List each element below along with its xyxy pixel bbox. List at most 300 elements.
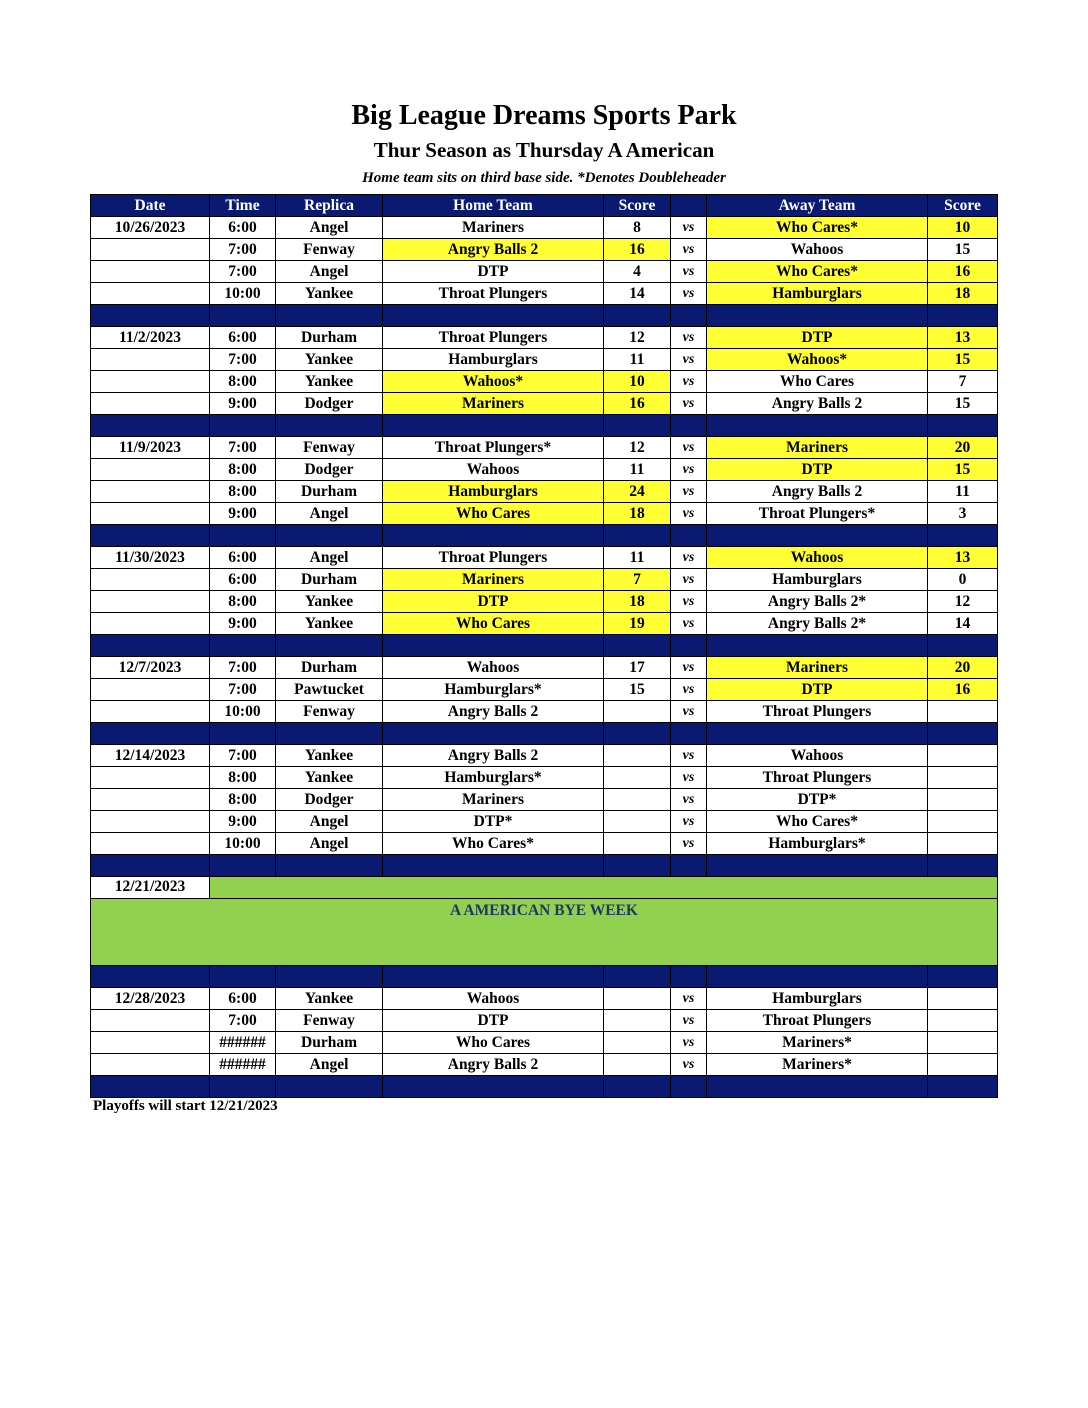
home-team-cell: Mariners	[383, 789, 604, 811]
separator-cell	[671, 305, 707, 327]
game-row	[91, 789, 998, 811]
separator-cell	[604, 855, 671, 877]
vs-cell: vs	[671, 591, 707, 613]
game-row	[91, 239, 998, 261]
date-cell-empty	[91, 679, 210, 701]
away-score-cell	[928, 988, 998, 1010]
game-row	[91, 1010, 998, 1032]
time-cell: 6:00	[210, 569, 276, 591]
replica-cell: Angel	[276, 833, 383, 855]
replica-cell: Yankee	[276, 371, 383, 393]
time-cell: 6:00	[210, 547, 276, 569]
replica-cell: Angel	[276, 1054, 383, 1076]
time-cell: 9:00	[210, 393, 276, 415]
separator-cell	[707, 723, 928, 745]
separator-cell	[671, 525, 707, 547]
separator-cell	[383, 1076, 604, 1098]
separator-cell	[604, 525, 671, 547]
replica-cell: Durham	[276, 657, 383, 679]
week-separator	[91, 305, 998, 327]
time-cell: 7:00	[210, 239, 276, 261]
vs-cell: vs	[671, 261, 707, 283]
vs-cell: vs	[671, 833, 707, 855]
date-cell-empty	[91, 569, 210, 591]
week-separator	[91, 415, 998, 437]
doubleheader-note: Home team sits on third base side. *Denotes Doubleheader	[362, 170, 726, 186]
home-score-cell: 12	[604, 437, 671, 459]
away-team-cell: Mariners*	[707, 1032, 928, 1054]
col-away-team: Away Team	[707, 195, 928, 217]
away-team-cell: Wahoos	[707, 547, 928, 569]
time-cell: ######	[210, 1054, 276, 1076]
away-team-cell: Throat Plungers	[707, 701, 928, 723]
vs-cell: vs	[671, 481, 707, 503]
replica-cell: Durham	[276, 481, 383, 503]
separator-cell	[604, 1076, 671, 1098]
time-cell: 9:00	[210, 811, 276, 833]
vs-cell: vs	[671, 811, 707, 833]
game-row	[91, 481, 998, 503]
date-cell-empty	[91, 481, 210, 503]
home-score-cell	[604, 1054, 671, 1076]
away-team-cell: Wahoos*	[707, 349, 928, 371]
away-team-cell: DTP*	[707, 789, 928, 811]
game-row	[91, 569, 998, 591]
page-title: Big League Dreams Sports Park	[351, 100, 737, 131]
home-team-cell: Wahoos	[383, 657, 604, 679]
time-cell: 7:00	[210, 261, 276, 283]
home-score-cell	[604, 811, 671, 833]
bye-week-row	[91, 877, 998, 899]
col-away-score: Score	[928, 195, 998, 217]
away-score-cell: 3	[928, 503, 998, 525]
away-team-cell: Throat Plungers	[707, 1010, 928, 1032]
schedule-body	[91, 217, 998, 1098]
home-score-cell: 7	[604, 569, 671, 591]
game-row	[91, 503, 998, 525]
playoffs-note: Playoffs will start 12/21/2023	[93, 1098, 278, 1114]
away-score-cell: 0	[928, 569, 998, 591]
date-cell: 12/28/2023	[91, 988, 210, 1010]
week-separator	[91, 1076, 998, 1098]
game-row	[91, 261, 998, 283]
home-team-cell: DTP	[383, 1010, 604, 1032]
week-separator	[91, 855, 998, 877]
separator-cell	[707, 855, 928, 877]
away-score-cell	[928, 745, 998, 767]
date-cell: 10/26/2023	[91, 217, 210, 239]
bye-week-fill	[210, 877, 998, 899]
game-row	[91, 547, 998, 569]
separator-cell	[210, 1076, 276, 1098]
home-team-cell: Who Cares*	[383, 833, 604, 855]
game-row	[91, 217, 998, 239]
schedule-table	[90, 194, 998, 1098]
game-row	[91, 591, 998, 613]
game-row	[91, 371, 998, 393]
away-score-cell	[928, 1032, 998, 1054]
col-vs	[671, 195, 707, 217]
separator-cell	[671, 635, 707, 657]
away-score-cell: 15	[928, 459, 998, 481]
replica-cell: Angel	[276, 811, 383, 833]
separator-cell	[91, 305, 210, 327]
home-score-cell: 18	[604, 503, 671, 525]
vs-cell: vs	[671, 745, 707, 767]
separator-cell	[671, 855, 707, 877]
home-team-cell: DTP*	[383, 811, 604, 833]
time-cell: 10:00	[210, 701, 276, 723]
separator-cell	[91, 1076, 210, 1098]
time-cell: 6:00	[210, 327, 276, 349]
away-team-cell: Mariners	[707, 437, 928, 459]
away-score-cell: 12	[928, 591, 998, 613]
home-team-cell: Hamburglars*	[383, 767, 604, 789]
replica-cell: Pawtucket	[276, 679, 383, 701]
col-replica: Replica	[276, 195, 383, 217]
separator-cell	[671, 1076, 707, 1098]
away-team-cell: Who Cares*	[707, 811, 928, 833]
replica-cell: Yankee	[276, 988, 383, 1010]
home-team-cell: Throat Plungers	[383, 327, 604, 349]
separator-cell	[276, 1076, 383, 1098]
home-score-cell: 11	[604, 349, 671, 371]
away-score-cell	[928, 1010, 998, 1032]
game-row	[91, 701, 998, 723]
home-team-cell: Hamburglars*	[383, 679, 604, 701]
week-separator	[91, 723, 998, 745]
vs-cell: vs	[671, 613, 707, 635]
replica-cell: Dodger	[276, 789, 383, 811]
away-team-cell: Hamburglars	[707, 569, 928, 591]
separator-cell	[210, 525, 276, 547]
replica-cell: Angel	[276, 217, 383, 239]
home-score-cell	[604, 767, 671, 789]
away-score-cell: 15	[928, 393, 998, 415]
away-team-cell: Wahoos	[707, 745, 928, 767]
time-cell: 8:00	[210, 591, 276, 613]
date-cell-empty	[91, 591, 210, 613]
time-cell: 6:00	[210, 988, 276, 1010]
vs-cell: vs	[671, 327, 707, 349]
home-team-cell: Throat Plungers	[383, 283, 604, 305]
time-cell: 6:00	[210, 217, 276, 239]
game-row	[91, 679, 998, 701]
separator-cell	[928, 723, 998, 745]
time-cell: 7:00	[210, 349, 276, 371]
separator-cell	[383, 525, 604, 547]
separator-cell	[210, 855, 276, 877]
time-cell: 7:00	[210, 745, 276, 767]
vs-cell: vs	[671, 767, 707, 789]
separator-cell	[276, 415, 383, 437]
home-score-cell: 17	[604, 657, 671, 679]
game-row	[91, 1054, 998, 1076]
time-cell: 7:00	[210, 657, 276, 679]
col-home-score: Score	[604, 195, 671, 217]
separator-cell	[928, 1076, 998, 1098]
time-cell: 7:00	[210, 437, 276, 459]
bye-week-banner-row	[91, 899, 998, 966]
game-row	[91, 459, 998, 481]
date-cell-empty	[91, 503, 210, 525]
time-cell: 8:00	[210, 459, 276, 481]
home-score-cell: 16	[604, 239, 671, 261]
time-cell: 7:00	[210, 1010, 276, 1032]
away-team-cell: Who Cares	[707, 371, 928, 393]
date-cell-empty	[91, 701, 210, 723]
date-cell-empty	[91, 349, 210, 371]
vs-cell: vs	[671, 217, 707, 239]
vs-cell: vs	[671, 459, 707, 481]
separator-cell	[91, 855, 210, 877]
date-cell-empty	[91, 261, 210, 283]
separator-cell	[707, 525, 928, 547]
separator-cell	[210, 415, 276, 437]
week-separator	[91, 525, 998, 547]
separator-cell	[383, 305, 604, 327]
replica-cell: Fenway	[276, 701, 383, 723]
away-score-cell: 20	[928, 437, 998, 459]
replica-cell: Yankee	[276, 283, 383, 305]
separator-cell	[671, 723, 707, 745]
separator-cell	[707, 415, 928, 437]
vs-cell: vs	[671, 393, 707, 415]
separator-cell	[383, 855, 604, 877]
away-score-cell	[928, 767, 998, 789]
home-team-cell: Angry Balls 2	[383, 701, 604, 723]
home-team-cell: Wahoos	[383, 988, 604, 1010]
away-score-cell	[928, 789, 998, 811]
time-cell: 10:00	[210, 283, 276, 305]
week-separator	[91, 635, 998, 657]
separator-cell	[928, 525, 998, 547]
home-team-cell: DTP	[383, 261, 604, 283]
vs-cell: vs	[671, 1054, 707, 1076]
away-score-cell: 15	[928, 239, 998, 261]
home-team-cell: DTP	[383, 591, 604, 613]
away-score-cell: 7	[928, 371, 998, 393]
home-team-cell: Throat Plungers	[383, 547, 604, 569]
away-team-cell: Mariners*	[707, 1054, 928, 1076]
separator-cell	[928, 415, 998, 437]
date-cell-empty	[91, 393, 210, 415]
vs-cell: vs	[671, 789, 707, 811]
col-date: Date	[91, 195, 210, 217]
home-score-cell: 11	[604, 459, 671, 481]
separator-cell	[383, 635, 604, 657]
away-team-cell: Angry Balls 2*	[707, 591, 928, 613]
separator-cell	[604, 966, 671, 988]
home-team-cell: Who Cares	[383, 1032, 604, 1054]
separator-cell	[91, 723, 210, 745]
away-team-cell: Mariners	[707, 657, 928, 679]
home-score-cell: 12	[604, 327, 671, 349]
home-score-cell: 16	[604, 393, 671, 415]
game-row	[91, 767, 998, 789]
vs-cell: vs	[671, 1010, 707, 1032]
home-team-cell: Who Cares	[383, 503, 604, 525]
home-score-cell: 10	[604, 371, 671, 393]
separator-cell	[671, 415, 707, 437]
separator-cell	[91, 525, 210, 547]
home-score-cell: 19	[604, 613, 671, 635]
separator-cell	[671, 966, 707, 988]
separator-cell	[604, 415, 671, 437]
game-row	[91, 833, 998, 855]
home-team-cell: Who Cares	[383, 613, 604, 635]
away-team-cell: Who Cares*	[707, 217, 928, 239]
home-team-cell: Wahoos*	[383, 371, 604, 393]
vs-cell: vs	[671, 547, 707, 569]
separator-cell	[707, 635, 928, 657]
separator-cell	[707, 305, 928, 327]
game-row	[91, 349, 998, 371]
separator-cell	[276, 723, 383, 745]
game-row	[91, 1032, 998, 1054]
time-cell: 8:00	[210, 789, 276, 811]
game-row	[91, 437, 998, 459]
vs-cell: vs	[671, 371, 707, 393]
replica-cell: Fenway	[276, 437, 383, 459]
separator-cell	[928, 855, 998, 877]
vs-cell: vs	[671, 503, 707, 525]
date-cell-empty	[91, 767, 210, 789]
home-team-cell: Wahoos	[383, 459, 604, 481]
date-cell-empty	[91, 833, 210, 855]
separator-cell	[210, 635, 276, 657]
away-team-cell: DTP	[707, 459, 928, 481]
home-team-cell: Mariners	[383, 569, 604, 591]
header-row	[91, 195, 998, 217]
away-team-cell: Angry Balls 2	[707, 393, 928, 415]
away-score-cell: 18	[928, 283, 998, 305]
game-row	[91, 393, 998, 415]
replica-cell: Angel	[276, 503, 383, 525]
game-row	[91, 745, 998, 767]
replica-cell: Fenway	[276, 1010, 383, 1032]
separator-cell	[276, 855, 383, 877]
vs-cell: vs	[671, 1032, 707, 1054]
time-cell: 9:00	[210, 503, 276, 525]
week-separator	[91, 966, 998, 988]
date-cell: 12/7/2023	[91, 657, 210, 679]
away-score-cell: 13	[928, 547, 998, 569]
away-score-cell	[928, 1054, 998, 1076]
time-cell: 8:00	[210, 767, 276, 789]
replica-cell: Durham	[276, 569, 383, 591]
vs-cell: vs	[671, 349, 707, 371]
vs-cell: vs	[671, 239, 707, 261]
home-score-cell: 4	[604, 261, 671, 283]
separator-cell	[276, 305, 383, 327]
away-team-cell: Throat Plungers*	[707, 503, 928, 525]
date-cell-empty	[91, 1032, 210, 1054]
replica-cell: Dodger	[276, 459, 383, 481]
time-cell: 9:00	[210, 613, 276, 635]
home-score-cell	[604, 988, 671, 1010]
replica-cell: Yankee	[276, 613, 383, 635]
replica-cell: Durham	[276, 327, 383, 349]
separator-cell	[604, 723, 671, 745]
away-score-cell: 10	[928, 217, 998, 239]
vs-cell: vs	[671, 679, 707, 701]
game-row	[91, 327, 998, 349]
vs-cell: vs	[671, 437, 707, 459]
date-cell: 12/14/2023	[91, 745, 210, 767]
away-score-cell: 13	[928, 327, 998, 349]
home-score-cell	[604, 745, 671, 767]
replica-cell: Angel	[276, 261, 383, 283]
game-row	[91, 657, 998, 679]
away-team-cell: DTP	[707, 679, 928, 701]
replica-cell: Fenway	[276, 239, 383, 261]
home-team-cell: Mariners	[383, 217, 604, 239]
separator-cell	[707, 1076, 928, 1098]
game-row	[91, 811, 998, 833]
away-team-cell: Who Cares*	[707, 261, 928, 283]
replica-cell: Dodger	[276, 393, 383, 415]
away-team-cell: Wahoos	[707, 239, 928, 261]
home-score-cell: 8	[604, 217, 671, 239]
home-score-cell	[604, 701, 671, 723]
date-cell: 11/2/2023	[91, 327, 210, 349]
away-team-cell: Angry Balls 2	[707, 481, 928, 503]
home-score-cell: 18	[604, 591, 671, 613]
replica-cell: Yankee	[276, 745, 383, 767]
time-cell: 10:00	[210, 833, 276, 855]
separator-cell	[604, 305, 671, 327]
date-cell-empty	[91, 811, 210, 833]
separator-cell	[276, 525, 383, 547]
replica-cell: Yankee	[276, 349, 383, 371]
away-team-cell: Hamburglars*	[707, 833, 928, 855]
away-team-cell: Angry Balls 2*	[707, 613, 928, 635]
separator-cell	[91, 635, 210, 657]
vs-cell: vs	[671, 569, 707, 591]
home-score-cell	[604, 789, 671, 811]
col-time: Time	[210, 195, 276, 217]
game-row	[91, 988, 998, 1010]
away-team-cell: Hamburglars	[707, 988, 928, 1010]
away-team-cell: Hamburglars	[707, 283, 928, 305]
separator-cell	[276, 966, 383, 988]
away-score-cell: 11	[928, 481, 998, 503]
game-row	[91, 283, 998, 305]
home-team-cell: Throat Plungers*	[383, 437, 604, 459]
vs-cell: vs	[671, 701, 707, 723]
separator-cell	[210, 723, 276, 745]
home-score-cell	[604, 833, 671, 855]
away-score-cell	[928, 811, 998, 833]
separator-cell	[928, 635, 998, 657]
home-score-cell: 11	[604, 547, 671, 569]
separator-cell	[276, 635, 383, 657]
date-cell-empty	[91, 459, 210, 481]
away-team-cell: DTP	[707, 327, 928, 349]
date-cell: 11/30/2023	[91, 547, 210, 569]
home-team-cell: Angry Balls 2	[383, 745, 604, 767]
replica-cell: Yankee	[276, 591, 383, 613]
bye-week-label: A AMERICAN BYE WEEK	[91, 899, 998, 966]
time-cell: ######	[210, 1032, 276, 1054]
home-score-cell	[604, 1032, 671, 1054]
time-cell: 8:00	[210, 371, 276, 393]
separator-cell	[604, 635, 671, 657]
separator-cell	[91, 415, 210, 437]
replica-cell: Durham	[276, 1032, 383, 1054]
date-cell-empty	[91, 283, 210, 305]
